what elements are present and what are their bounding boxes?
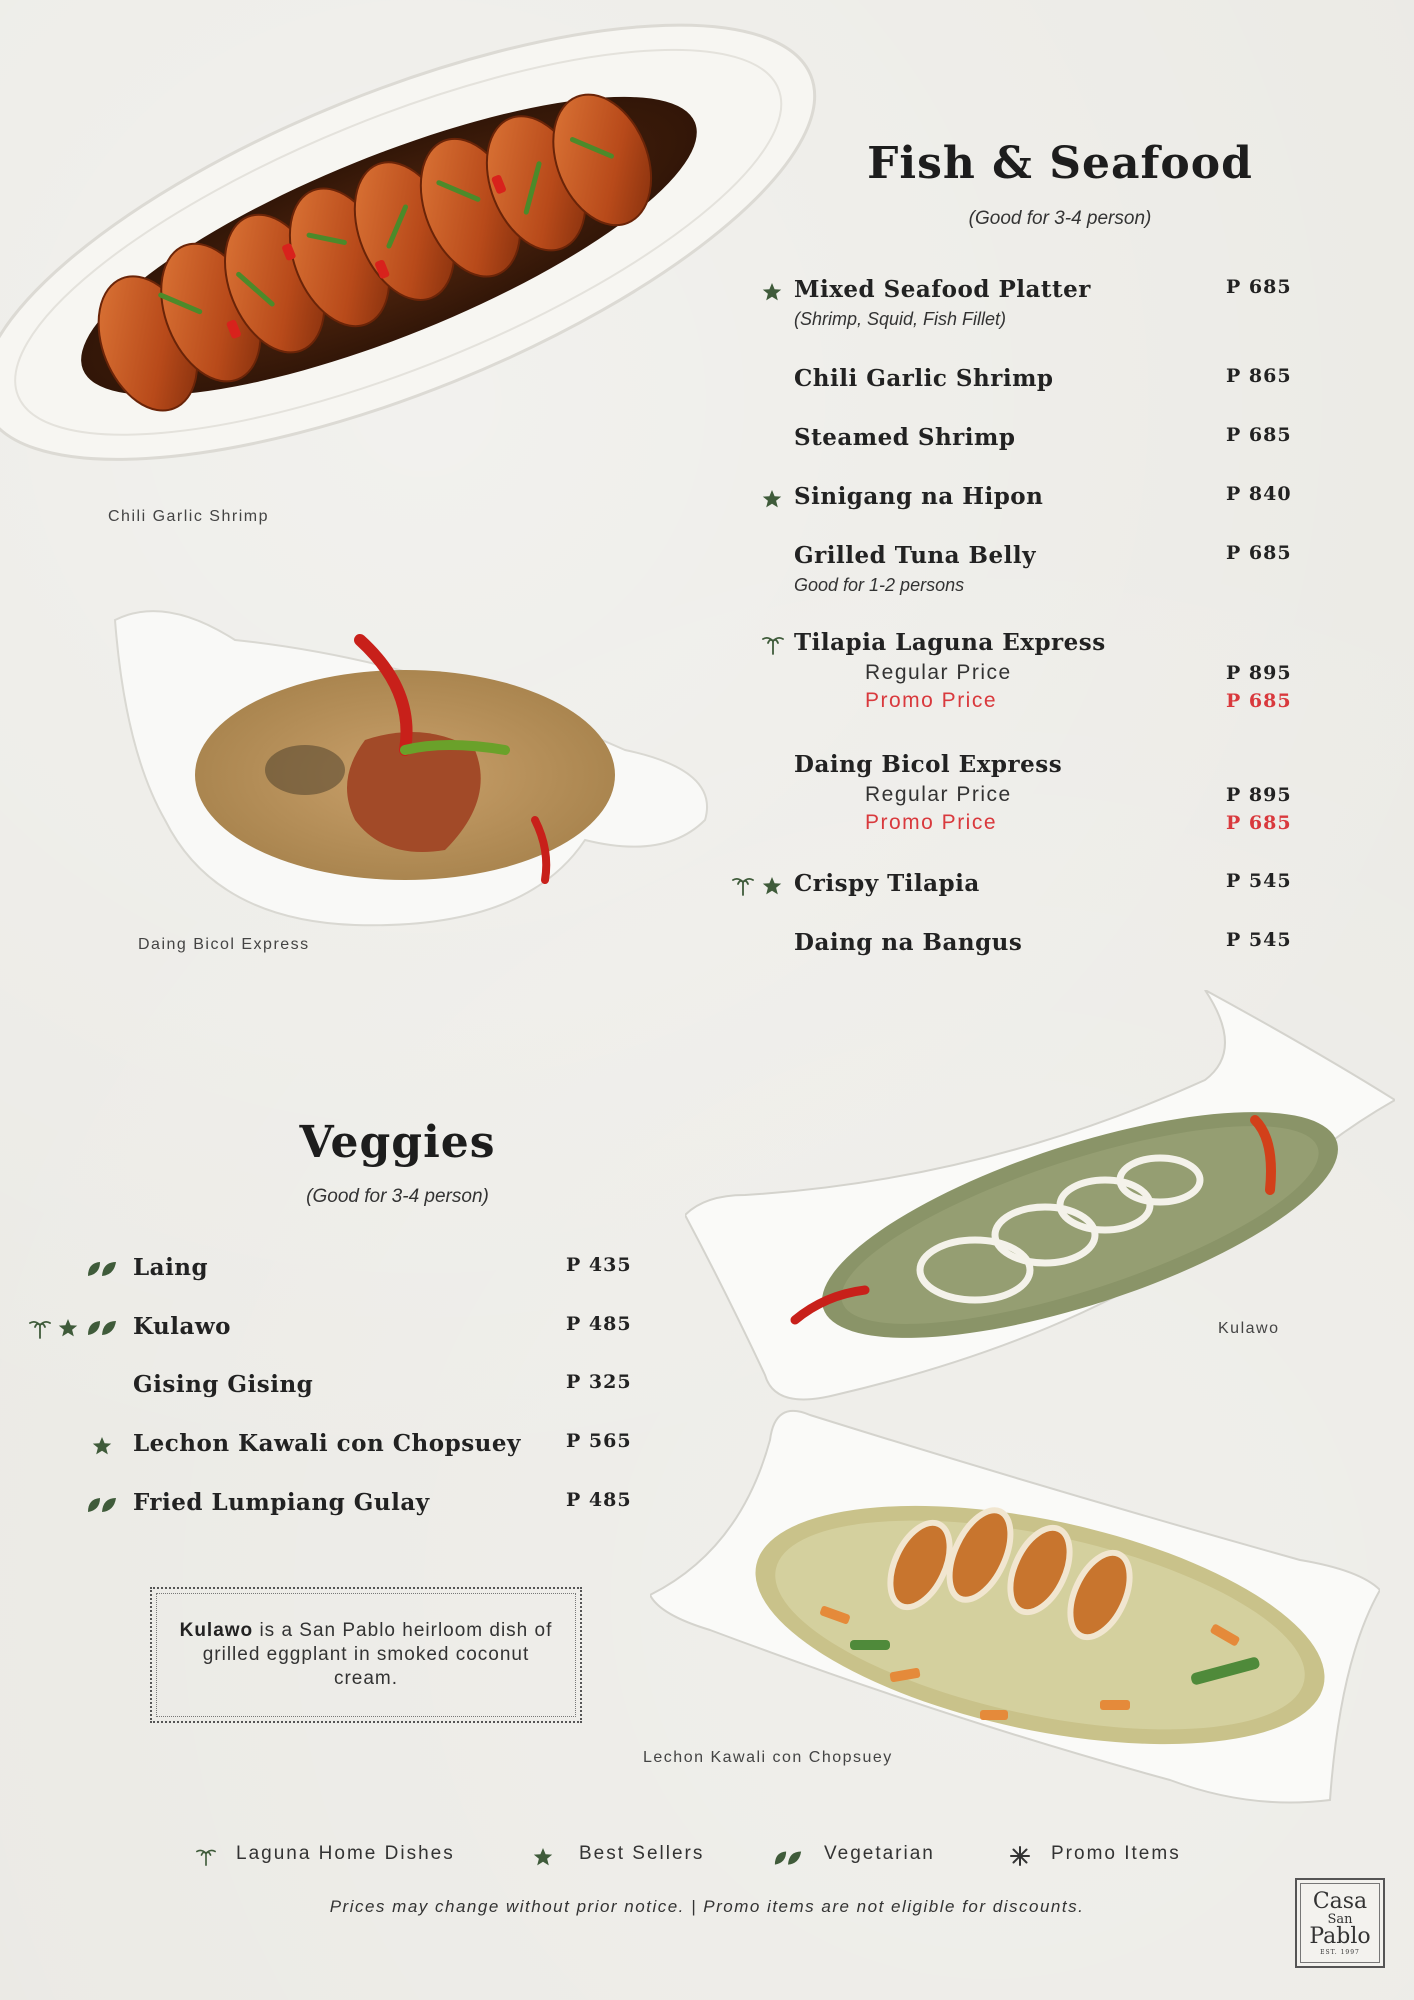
leaf-icon [86, 1495, 118, 1515]
fish-item-name: Crispy Tilapia [794, 870, 980, 897]
fish-item-name: Sinigang na Hipon [794, 483, 1044, 510]
logo-line: San [1327, 1911, 1353, 1927]
regular-price-label: Regular Price [865, 661, 1012, 684]
regular-price-value: P 895 [1226, 662, 1292, 684]
promo-price-value: P 685 [1226, 812, 1292, 834]
casa-san-pablo-logo [1295, 1878, 1385, 1968]
promo-price-value: P 685 [1226, 690, 1292, 712]
legend-label: Vegetarian [824, 1843, 935, 1864]
logo-text [1300, 1883, 1380, 1963]
footer-note: Prices may change without prior notice. | Promo items are not eligible for discounts. [329, 1897, 1085, 1916]
veggie-item-name: Laing [133, 1254, 209, 1281]
kulawo-info-body: is a San Pablo heirloom dish of grilled eggplant in smoked coconut cream. [202, 1620, 553, 1689]
kulawo-photo [685, 990, 1395, 1410]
fish-item-price: P 865 [1226, 365, 1292, 387]
chili-garlic-shrimp-photo [0, 0, 820, 480]
star-icon [533, 1847, 553, 1867]
promo-price-label: Promo Price [865, 689, 998, 712]
fish-item-note: (Shrimp, Squid, Fish Fillet) [794, 309, 1007, 329]
veggie-item-price: P 485 [566, 1489, 632, 1511]
veggie-item-name: Lechon Kawali con Chopsuey [133, 1430, 521, 1457]
fish-section-subtitle: (Good for 3-4 person) [968, 208, 1152, 229]
fish-item-note: Good for 1-2 persons [794, 575, 965, 595]
legend-label: Best Sellers [579, 1843, 705, 1864]
fish-item-name: Chili Garlic Shrimp [794, 365, 1054, 392]
asterisk-icon [1010, 1846, 1030, 1866]
legend-label: Promo Items [1051, 1843, 1181, 1864]
legend-laguna-home-dishes [196, 1843, 476, 1869]
fish-section-title: Fish & Seafood [867, 138, 1253, 189]
regular-price-label: Regular Price [865, 783, 1012, 806]
promo-price-label: Promo Price [865, 811, 998, 834]
legend-promo-items [1010, 1843, 1210, 1869]
fish-item-price: P 685 [1226, 276, 1292, 298]
fish-item-name: Grilled Tuna Belly [794, 542, 1036, 569]
legend-best-sellers [533, 1843, 733, 1869]
veggie-item-price: P 325 [566, 1371, 632, 1393]
fish-item-name: Daing Bicol Express [794, 751, 1063, 778]
kulawo-info-bold: Kulawo [179, 1620, 254, 1641]
fish-item-price: P 840 [1226, 483, 1292, 505]
star-icon [92, 1436, 112, 1456]
veggie-item-price: P 565 [566, 1430, 632, 1452]
fish-item-price: P 545 [1226, 929, 1292, 951]
logo-line: EST. 1997 [1320, 1948, 1360, 1956]
palm-tree-icon [196, 1845, 216, 1867]
veggie-item-price: P 435 [566, 1254, 632, 1276]
fish-item-name: Tilapia Laguna Express [794, 629, 1106, 656]
daing-bicol-express-photo [105, 600, 725, 940]
palm-tree-icon [732, 874, 754, 896]
caption-kulawo: Kulawo [1218, 1320, 1280, 1337]
star-icon [762, 489, 782, 509]
fish-item-name: Daing na Bangus [794, 929, 1023, 956]
star-icon [58, 1318, 78, 1338]
fish-item-name: Steamed Shrimp [794, 424, 1016, 451]
star-icon [762, 282, 782, 302]
kulawo-info-text [156, 1593, 576, 1717]
legend-vegetarian [773, 1843, 973, 1869]
fish-item-price: P 545 [1226, 870, 1292, 892]
veggie-item-name: Fried Lumpiang Gulay [133, 1489, 430, 1516]
veggie-item-price: P 485 [566, 1313, 632, 1335]
veggie-item-name: Gising Gising [133, 1371, 314, 1398]
fish-item-price: P 685 [1226, 424, 1292, 446]
caption-lechon-kawali-chopsuey: Lechon Kawali con Chopsuey [643, 1749, 893, 1766]
palm-tree-icon [762, 633, 784, 655]
palm-tree-icon [29, 1317, 51, 1339]
kulawo-info-box [150, 1587, 582, 1723]
caption-daing-bicol-express: Daing Bicol Express [138, 936, 310, 953]
veggies-section-title: Veggies [299, 1117, 496, 1168]
fish-item-price: P 685 [1226, 542, 1292, 564]
logo-line: Pablo [1309, 1923, 1371, 1949]
veggie-item-name: Kulawo [133, 1313, 231, 1340]
regular-price-value: P 895 [1226, 784, 1292, 806]
legend-label: Laguna Home Dishes [236, 1843, 455, 1864]
leaf-icon [773, 1848, 803, 1868]
logo-line: Casa [1312, 1888, 1368, 1914]
caption-chili-garlic-shrimp: Chili Garlic Shrimp [108, 508, 269, 525]
leaf-icon [86, 1318, 118, 1338]
fish-item-name: Mixed Seafood Platter [794, 276, 1091, 303]
star-icon [762, 876, 782, 896]
veggies-section-subtitle: (Good for 3-4 person) [306, 1186, 489, 1207]
leaf-icon [86, 1259, 118, 1279]
